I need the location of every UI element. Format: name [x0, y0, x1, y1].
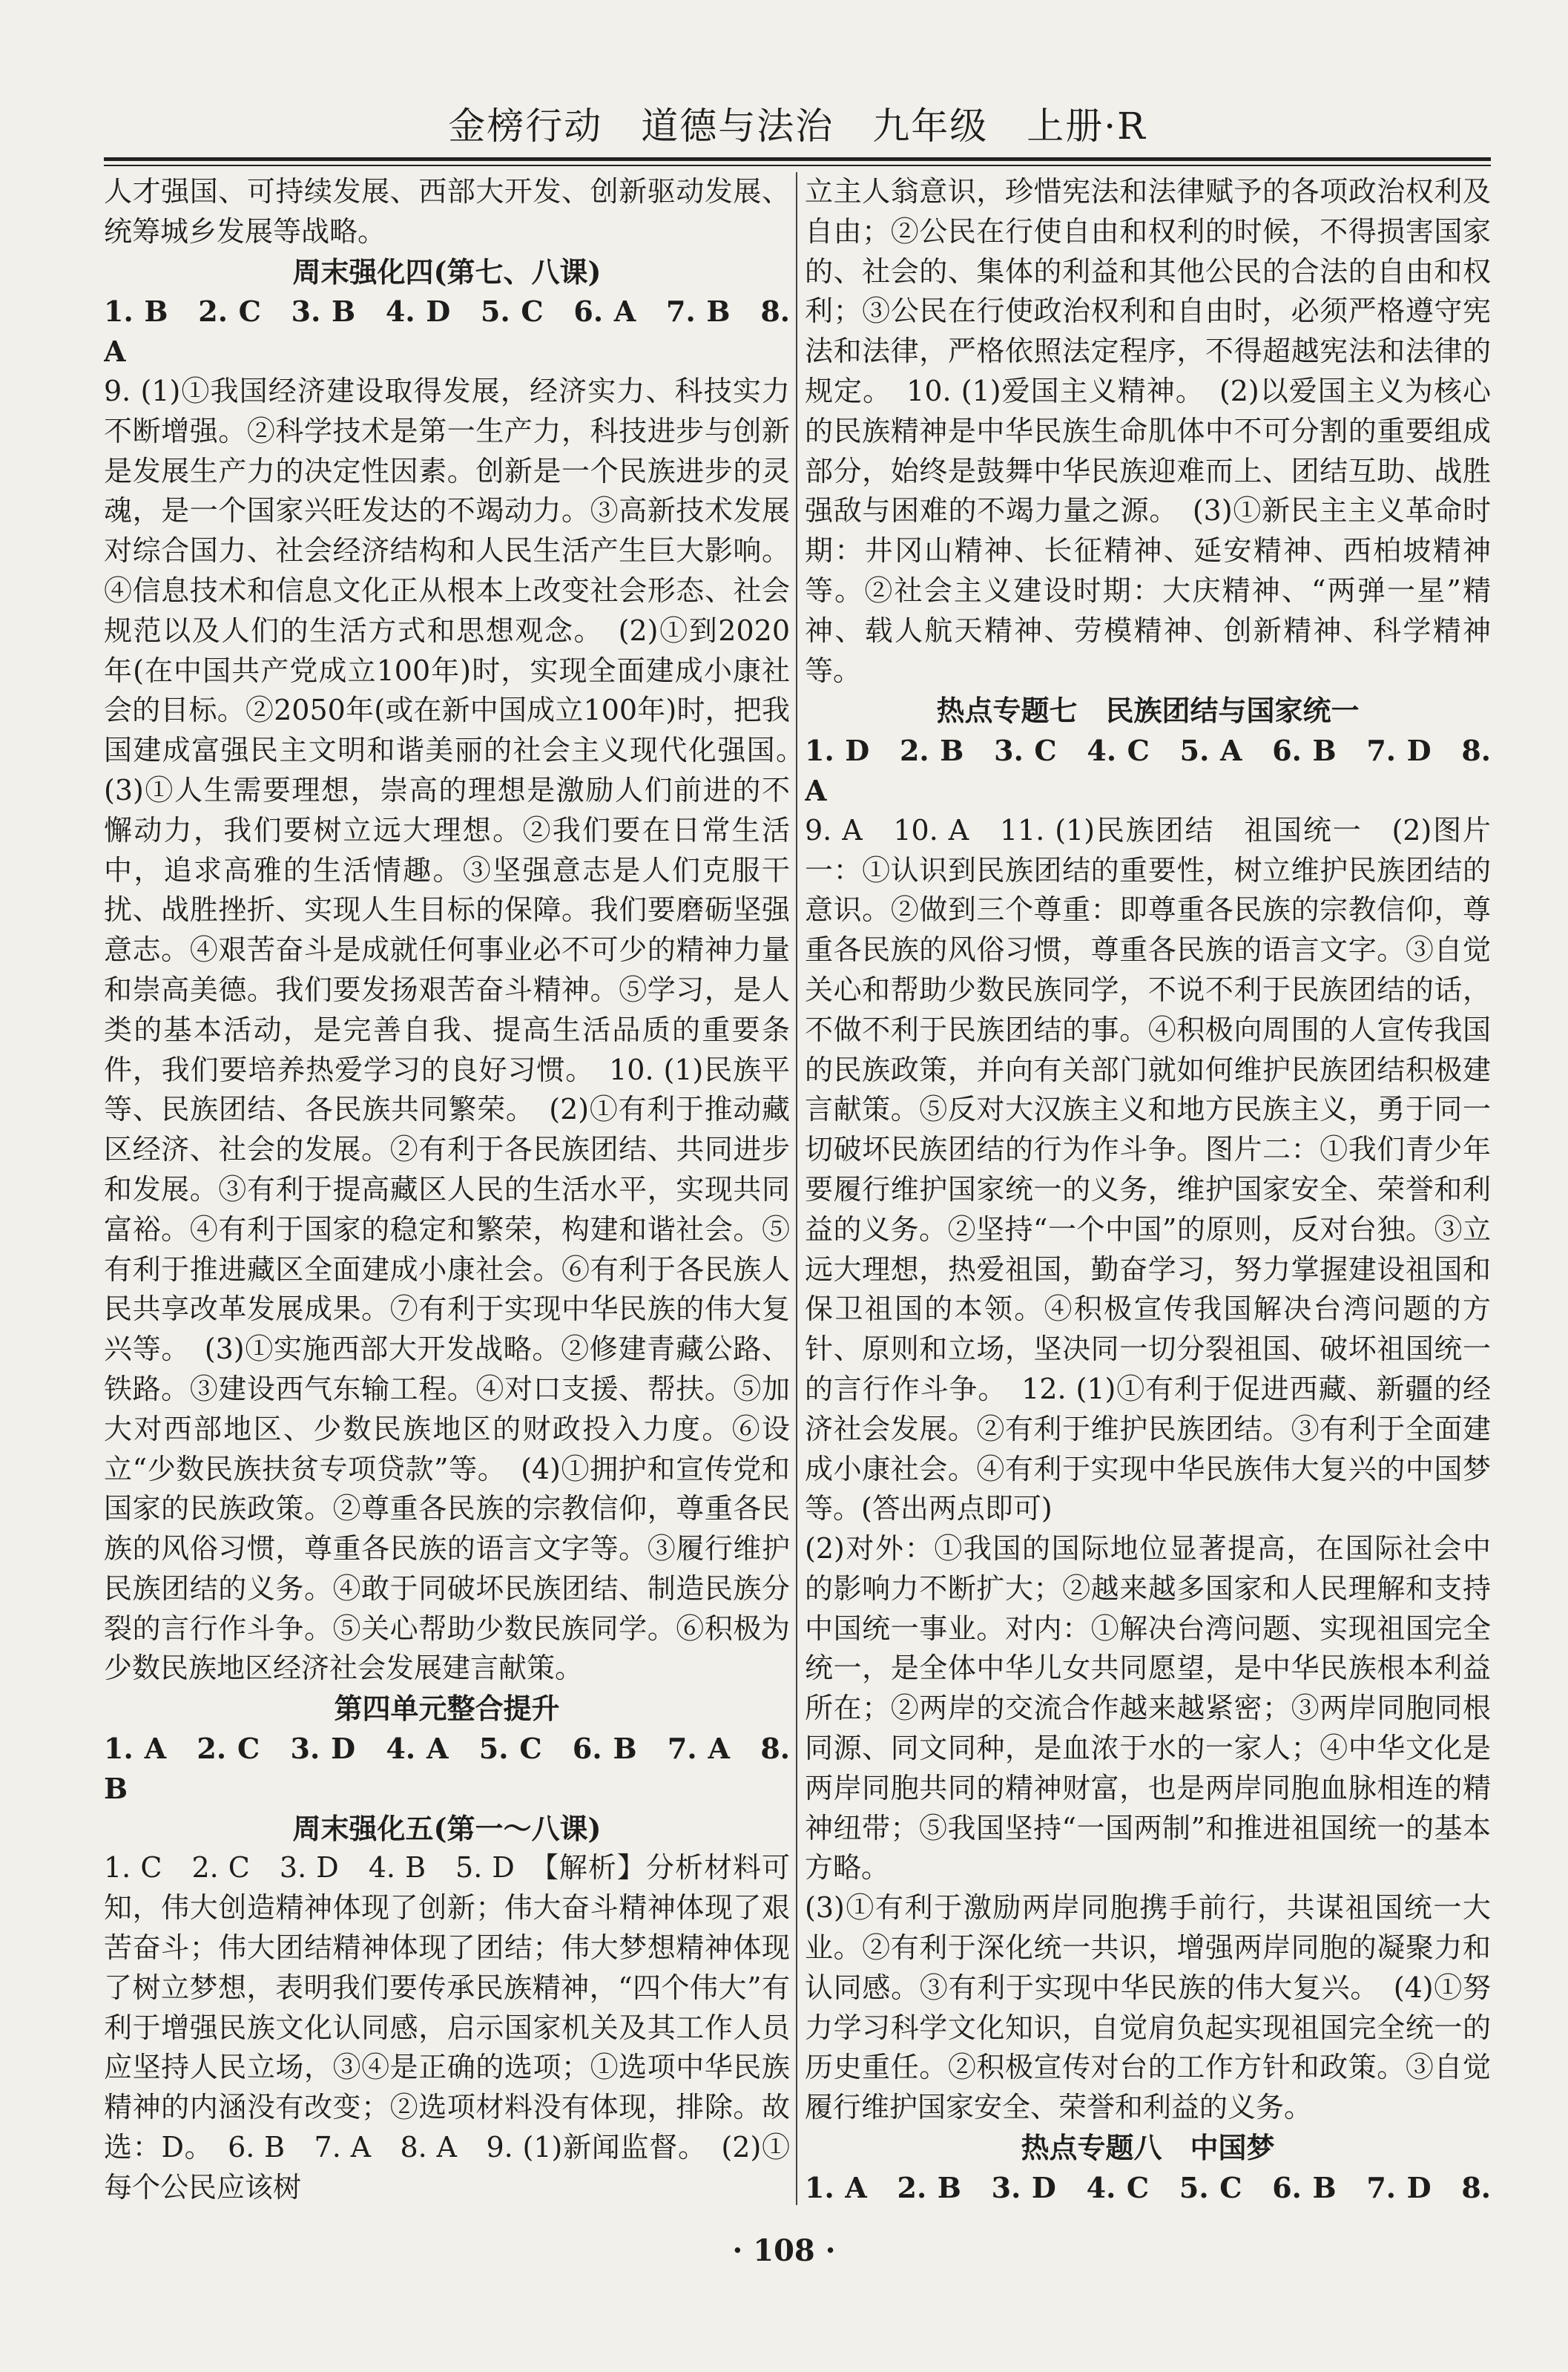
answer-line-hot-topic-8: 1. A 2. B 3. D 4. C 5. C 6. B 7. D 8. — [805, 2170, 1491, 2204]
header-rule-thin — [104, 165, 1491, 166]
answer-line-weekend-4: 1. B 2. C 3. B 4. D 5. C 6. A 7. B 8. A — [104, 295, 790, 369]
section-title-unit-4: 第四单元整合提升 — [334, 1692, 560, 1726]
right-paragraph-12-3: (3)①有利于激励两岸同胞携手前行，共谋祖国统一大业。②有利于深化统一共识，增强两岸同胞的凝聚力和认同感。③有利于实现中华民族的伟大复兴。 (4)①努力学习科学文化知识，自觉肩负起实现祖国完全统一的历史重任。②积极宣传对台的工作方针和政策。③自觉履行维护国家安全、荣誉和利益的义务。 — [805, 1891, 1491, 2124]
section-title-hot-topic-7: 热点专题七 民族团结与国家统一 — [936, 694, 1360, 728]
right-paragraph-hot-topic-7: 9. A 10. A 11. (1)民族团结 祖国统一 (2)图片一：①认识到民族团结的重要性，树立维护民族团结的意识。②做到三个尊重：即尊重各民族的宗教信仰，尊重各民族的风俗习惯，尊重各民族的语言文字。③自觉关心和帮助少数民族同学，不说不利于民族团结的话，不做不利于民族团结的事。④积极向周围的人宣传我国的民族政策，并向有关部门就如何维护民族团结积极建言献策。⑤反对大汉族主义和地方民族主义，勇于同一切破坏民族团结的行为作斗争。图片二：①我们青少年要履行维护国家统一的义务，维护国家安全、荣誉和利益的义务。②坚持“一个中国”的原则，反对台独。③立远大理想，热爱祖国，勤奋学习，努力掌握建设祖国和保卫祖国的本领。④积极宣传我国解决台湾问题的方针、原则和立场，坚决同一切分裂祖国、破坏祖国统一的言行作斗争。 12. (1)①有利于促进西藏、新疆的经济社会发展。②有利于维护民族团结。③有利于全面建成小康社会。④有利于实现中华民族伟大复兴的中国梦等。(答出两点即可) — [805, 813, 1491, 1525]
right-column — [805, 172, 1491, 2205]
left-paragraph-weekend-5: 1. C 2. C 3. D 4. B 5. D 【解析】分析材料可知，伟大创造精神体现了创新；伟大奋斗精神体现了艰苦奋斗；伟大团结精神体现了团结；伟大梦想精神体现了树立梦想，表明我们要传承民族精神，“四个伟大”有利于增强民族文化认同感，启示国家机关及其工作人员应坚持人民立场，③④是正确的选项；①选项中华民族精神的内涵没有改变；②选项材料没有体现，排除。故选：D。 6. B 7. A 8. A 9. (1)新闻监督。 (2)①每个公民应该树 — [104, 1851, 790, 2204]
answer-line-hot-topic-7: 1. D 2. B 3. C 4. C 5. A 6. B 7. D 8. A — [805, 734, 1491, 807]
page-number: · 108 · — [732, 2233, 836, 2268]
column-divider — [796, 172, 797, 2205]
section-title-hot-topic-8: 热点专题八 中国梦 — [1021, 2131, 1275, 2165]
left-paragraph-intro: 人才强国、可持续发展、西部大开发、创新驱动发展、统筹城乡发展等战略。 — [104, 175, 790, 248]
header-rule-thick — [104, 157, 1491, 161]
right-paragraph-12-2: (2)对外：①我国的国际地位显著提高，在国际社会中的影响力不断扩大；②越来越多国家和人民理解和支持中国统一事业。对内：①解决台湾问题、实现祖国完全统一，是全体中华儿女共同愿望，是中华民族根本利益所在；②两岸的交流合作越来越紧密；③两岸同胞同根同源、同文同种，是血浓于水的一家人；④中华文化是两岸同胞共同的精神财富，也是两岸同胞血脉相连的精神纽带；⑤我国坚持“一国两制”和推进祖国统一的基本方略。 — [805, 1532, 1491, 1885]
section-title-weekend-4: 周末强化四(第七、八课) — [292, 254, 602, 289]
right-paragraph-continued: 立主人翁意识，珍惜宪法和法律赋予的各项政治权利及自由；②公民在行使自由和权利的时候，不得损害国家的、社会的、集体的利益和其他公民的合法的自由和权利；③公民在行使政治权利和自由时，必须严格遵守宪法和法律，严格依照法定程序，不得超越宪法和法律的规定。 10. (1)爱国主义精神。 (2)以爱国主义为核心的民族精神是中华民族生命肌体中不可分割的重要组成部分，始终是鼓舞中华民族迎难而上、团结互助、战胜强敌与困难的不竭力量之源。 (3)①新民主主义革命时期：井冈山精神、长征精神、延安精神、西柏坡精神等。②社会主义建设时期：大庆精神、“两弹一星”精神、载人航天精神、劳模精神、创新精神、科学精神等。 — [805, 175, 1491, 687]
answer-line-unit-4: 1. A 2. C 3. D 4. A 5. C 6. B 7. A 8. B — [104, 1732, 790, 1805]
left-paragraph-weekend-4: 9. (1)①我国经济建设取得发展，经济实力、科技实力不断增强。②科学技术是第一生产力，科技进步与创新是发展生产力的决定性因素。创新是一个民族进步的灵魂，是一个国家兴旺发达的不竭动力。③高新技术发展对综合国力、社会经济结构和人民生活产生巨大影响。④信息技术和信息文化正从根本上改变社会形态、社会规范以及人们的生活方式和思想观念。 (2)①到2020年(在中国共产党成立100年)时，实现全面建成小康社会的目标。②2050年(或在新中国成立100年)时，把我国建成富强民主文明和谐美丽的社会主义现代化强国。 (3)①人生需要理想，崇高的理想是激励人们前进的不懈动力，我们要树立远大理想。②我们要在日常生活中，追求高雅的生活情趣。③坚强意志是人们克服干扰、战胜挫折、实现人生目标的保障。我们要磨砺坚强意志。④艰苦奋斗是成就任何事业必不可少的精神力量和崇高美德。我们要发扬艰苦奋斗精神。⑤学习，是人类的基本活动，是完善自我、提高生活品质的重要条件，我们要培养热爱学习的良好习惯。 10. (1)民族平等、民族团结、各民族共同繁荣。 (2)①有利于推动藏区经济、社会的发展。②有利于各民族团结、共同进步和发展。③有利于提高藏区人民的生活水平，实现共同富裕。④有利于国家的稳定和繁荣，构建和谐社会。⑤有利于推进藏区全面建成小康社会。⑥有利于各民族人民共享改革发展成果。⑦有利于实现中华民族的伟大复兴等。 (3)①实施西部大开发战略。②修建青藏公路、铁路。③建设西气东输工程。④对口支援、帮扶。⑤加大对西部地区、少数民族地区的财政投入力度。⑥设立“少数民族扶贫专项贷款”等。 (4)①拥护和宣传党和国家的民族政策。②尊重各民族的宗教信仰，尊重各民族的风俗习惯，尊重各民族的语言文字等。③履行维护民族团结的义务。④敢于同破坏民族团结、制造民族分裂的言行作斗争。⑤关心帮助少数民族同学。⑥积极为少数民族地区经济社会发展建言献策。 — [104, 374, 790, 1685]
left-column — [104, 172, 790, 2205]
section-title-weekend-5: 周末强化五(第一～八课) — [292, 1811, 602, 1845]
running-header: 金榜行动 道德与法治 九年级 上册·R — [448, 105, 1147, 148]
